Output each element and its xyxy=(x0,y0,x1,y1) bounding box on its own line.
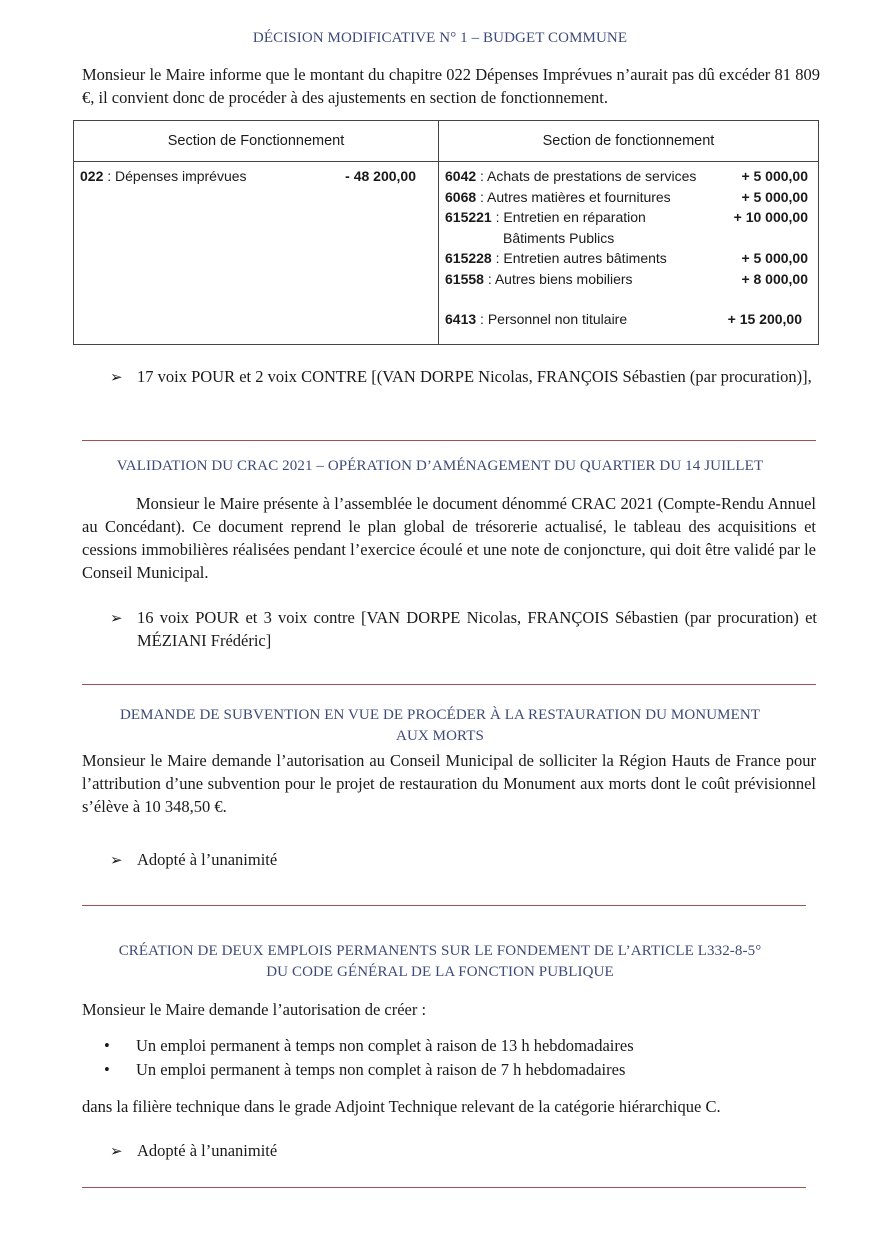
section-divider xyxy=(82,905,806,906)
table-cell-expenses xyxy=(74,162,439,345)
vote-result-budget: 17 voix POUR et 2 voix CONTRE [(VAN DORPE Nicolas, FRANÇOIS Sébastien (par procuration)], xyxy=(137,367,812,386)
table-row: 022 : Dépenses imprévues - 48 200,00 xyxy=(80,168,416,184)
section-heading-crac: VALIDATION DU CRAC 2021 – OPÉRATION D’AMÉNAGEMENT DU QUARTIER DU 14 JUILLET xyxy=(116,458,764,474)
table-row: 61558 : Autres biens mobiliers + 8 000,00 xyxy=(445,270,808,287)
arrowhead-bullet-icon: ➢ xyxy=(110,1144,123,1160)
table-header-right: Section de fonctionnement xyxy=(439,121,819,162)
section-heading-emplois-line1: CRÉATION DE DEUX EMPLOIS PERMANENTS SUR LE FONDEMENT DE L’ARTICLE L332-8-5° xyxy=(118,943,762,959)
section-heading-subvention-line1: DEMANDE DE SUBVENTION EN VUE DE PROCÉDER À LA RESTAURATION DU MONUMENT xyxy=(119,707,761,723)
vote-result-crac: 16 voix POUR et 3 voix contre [VAN DORPE Nicolas, FRANÇOIS Sébastien (par procuration) et MÉZIANI Frédéric] xyxy=(137,608,817,650)
emplois-outro: dans la filière technique dans le grade Adjoint Technique relevant de la catégorie hiérarchique C. xyxy=(82,1097,721,1116)
vote-result-subvention: Adopté à l’unanimité xyxy=(137,850,278,869)
arrowhead-bullet-icon: ➢ xyxy=(110,853,123,869)
vote-result-emplois: Adopté à l’unanimité xyxy=(137,1141,278,1160)
arrowhead-bullet-icon: ➢ xyxy=(110,611,123,627)
table-row-continuation: Bâtiments Publics xyxy=(503,229,615,246)
budget-table xyxy=(73,120,819,345)
section-heading-budget: DÉCISION MODIFICATIVE N° 1 – BUDGET COMMUNE xyxy=(252,30,628,46)
emplois-intro: Monsieur le Maire demande l’autorisation de créer : xyxy=(82,1000,427,1019)
list-item: • Un emploi permanent à temps non complet à raison de 13 h hebdomadaires xyxy=(104,1036,634,1055)
table-row: 6413 : Personnel non titulaire + 15 200,00 xyxy=(445,311,802,327)
section-divider xyxy=(82,440,816,441)
section-heading-subvention-line2: AUX MORTS xyxy=(396,728,484,744)
budget-intro-paragraph: Monsieur le Maire informe que le montant du chapitre 022 Dépenses Imprévues n’aurait pas dû excéder 81 809 €, il convient donc de procéder à des ajustements en section de fonctionnement. xyxy=(82,65,820,107)
table-row: 615221 : Entretien en réparation + 10 000,00 xyxy=(445,209,808,225)
table-row: 6068 : Autres matières et fournitures + 5 000,00 xyxy=(445,188,808,205)
list-item: • Un emploi permanent à temps non complet à raison de 7 h hebdomadaires xyxy=(104,1060,626,1079)
arrowhead-bullet-icon: ➢ xyxy=(110,370,123,386)
table-header-left: Section de Fonctionnement xyxy=(74,121,439,162)
table-row: 615228 : Entretien autres bâtiments + 5 000,00 xyxy=(445,250,808,266)
crac-paragraph: Monsieur le Maire présente à l’assemblée le document dénommé CRAC 2021 (Compte-Rendu Annuel au Concédant). Ce document reprend le plan global de trésorerie actualisé, le tableau des acquisitions et cessions immobilières réalisées pendant l’exercice écoulé et une note de conjoncture, qui doit être validé par le Conseil Municipal. xyxy=(82,494,816,582)
section-heading-emplois-line2: DU CODE GÉNÉRAL DE LA FONCTION PUBLIQUE xyxy=(266,964,614,980)
section-divider xyxy=(82,1187,806,1188)
bullet-dot-icon: • xyxy=(104,1060,110,1079)
bullet-dot-icon: • xyxy=(104,1036,110,1055)
section-divider xyxy=(82,684,816,685)
table-cell-credits xyxy=(439,162,819,345)
table-row: 6042 : Achats de prestations de services + 5 000,00 xyxy=(445,168,808,184)
subvention-paragraph: Monsieur le Maire demande l’autorisation au Conseil Municipal de solliciter la Région Hauts de France pour l’attribution d’une subvention pour le projet de restauration du Monument aux morts dont le coût prévisionnel s’élève à 10 348,50 €. xyxy=(82,751,816,816)
